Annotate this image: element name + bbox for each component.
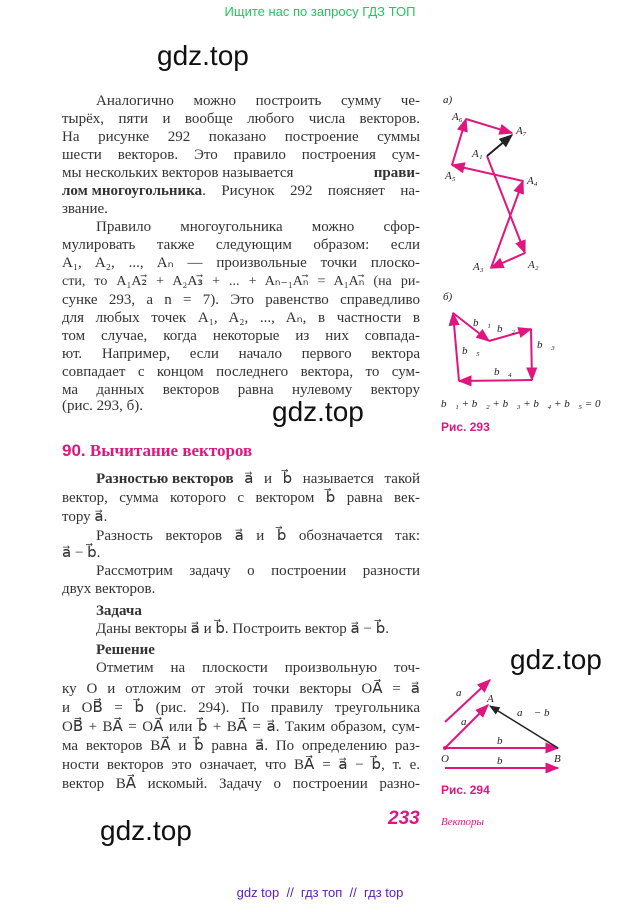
text-line: ют. Например, если начало первого вектора bbox=[62, 346, 420, 362]
text-line: Аналогично можно построить сумму че- bbox=[96, 93, 420, 109]
point-label: A₃ bbox=[473, 261, 484, 273]
text-line: OB⃗ + BA⃗ = OA⃗ или b⃗ + BA⃗ = a⃗. Таким образом, сум- bbox=[62, 719, 420, 735]
watermark: gdz.top bbox=[100, 815, 192, 846]
bottom-banner[interactable]: gdz top // гдз топ // гдз top bbox=[236, 885, 404, 900]
point-label: A₆ bbox=[452, 111, 463, 123]
vector-sum-formula: b⃗₁ + b⃗₂ + b⃗₃ + b⃗₄ + b⃗₅ = 0⃗ bbox=[441, 398, 610, 410]
solution-heading: Решение bbox=[96, 642, 155, 658]
text-line: тырёх, пяти и вообще любого числа векторов. bbox=[62, 111, 420, 127]
point-label: O bbox=[441, 753, 449, 765]
bold-term: прави- bbox=[373, 165, 420, 181]
text-line: шести векторов. Это правило построения сум- bbox=[62, 147, 420, 163]
point-label: A₅ bbox=[445, 170, 456, 182]
watermark: gdz.top bbox=[272, 396, 364, 427]
text-line: сунке 293, а n = 7). Это равенство справедливо bbox=[62, 292, 420, 308]
top-banner[interactable]: Ищите нас по запросу ГДЗ ТОП bbox=[224, 4, 416, 19]
text-line: Отметим на плоскости произвольную точ- bbox=[96, 660, 420, 676]
bold-term: лом многоугольника bbox=[62, 183, 203, 199]
text-line: сти, то A₁A₂⃗ + A₂A₃⃗ + ... + Aₙ₋₁Aₙ⃗ = A₁Aₙ⃗ (на ри- bbox=[62, 274, 420, 289]
text: . Рисунок 292 поясняет на- bbox=[202, 183, 420, 199]
text-line: вектор, сумма которого с вектором b⃗ равна век- bbox=[62, 490, 420, 506]
text-line: На рисунке 292 показано построение суммы bbox=[62, 129, 420, 145]
vector-label: b⃗₂ bbox=[497, 323, 515, 335]
vector-label: b⃗₃ bbox=[537, 339, 555, 351]
vector-label: a⃗ bbox=[456, 687, 471, 699]
section-number: 90. bbox=[62, 441, 86, 460]
running-title: Векторы bbox=[441, 816, 484, 828]
text-line: ности векторов это означает, что BA⃗ = a⃗ − b⃗, т. е. bbox=[62, 757, 420, 773]
vector-label: a⃗ bbox=[461, 716, 476, 728]
fig-part-label: а) bbox=[443, 94, 453, 106]
bold-term: Разностью векторов bbox=[96, 471, 234, 487]
text-line: ку O и отложим от этой точки векторы OA⃗ = a⃗ bbox=[62, 681, 420, 697]
text-line: совпадает с концом последнего вектора, то сум- bbox=[62, 364, 420, 380]
vector-label: b⃗ bbox=[497, 735, 512, 747]
task-heading: Задача bbox=[96, 603, 142, 619]
text-line: (рис. 293, б). bbox=[62, 398, 144, 414]
vector-label: b⃗₄ bbox=[494, 366, 512, 378]
point-label: A₁ bbox=[472, 148, 483, 160]
point-label: B bbox=[554, 753, 561, 765]
text-line: и OB⃗ = b⃗ (рис. 294). По правилу треугольника bbox=[62, 700, 420, 716]
figure-caption: Рис. 293 bbox=[441, 420, 490, 434]
text-line: звание. bbox=[62, 201, 108, 217]
watermark: gdz.top bbox=[510, 644, 602, 675]
figure-293a bbox=[452, 119, 525, 268]
vector-label: b⃗ bbox=[497, 755, 512, 767]
point-label: A₄ bbox=[527, 175, 538, 187]
text-line: тору a⃗. bbox=[62, 509, 108, 525]
page-number: 233 bbox=[388, 808, 420, 829]
vector-label: b⃗₁ bbox=[473, 317, 491, 329]
text-line: том случае, когда некоторые из них совпада- bbox=[62, 328, 420, 344]
text-line: мулировать также следующим образом: если bbox=[62, 237, 420, 253]
task-text: Даны векторы a⃗ и b⃗. Построить вектор a⃗ − b⃗. bbox=[96, 621, 389, 637]
text: a⃗ и b⃗ называется такой bbox=[233, 471, 420, 487]
watermark: gdz.top bbox=[157, 40, 249, 71]
text-line: ма данных векторов равна нулевому вектору bbox=[62, 382, 420, 398]
text-line: A₁, A₂, ..., Aₙ — произвольные точки плоско- bbox=[62, 255, 420, 271]
text-line: вектор BA⃗ искомый. Задачу о построении разно- bbox=[62, 776, 420, 792]
text-line: ма векторов BA⃗ и b⃗ равна a⃗. По определению раз- bbox=[62, 738, 420, 754]
point-label: A₇ bbox=[516, 125, 527, 137]
text-line: для любых точек A₁, A₂, ..., Aₙ, в частности в bbox=[62, 310, 420, 326]
text-line: Разность векторов a⃗ и b⃗ обозначается так: bbox=[96, 528, 420, 544]
text-line: a⃗ − b⃗. bbox=[62, 545, 101, 561]
vector-label: b⃗₅ bbox=[462, 345, 480, 357]
text-line: Рассмотрим задачу о построении разности bbox=[96, 563, 420, 579]
text-line: Правило многоугольника можно сфор- bbox=[96, 219, 420, 235]
point-label: A₂ bbox=[528, 259, 539, 271]
text: мы нескольких векторов называется bbox=[62, 165, 298, 181]
text-line: двух векторов. bbox=[62, 581, 156, 597]
vector-label: a⃗ − b⃗ bbox=[517, 707, 559, 719]
point-label: A bbox=[487, 693, 494, 705]
section-title: Вычитание векторов bbox=[89, 441, 253, 460]
figure-caption: Рис. 294 bbox=[441, 783, 490, 797]
fig-part-label: б) bbox=[443, 291, 453, 303]
